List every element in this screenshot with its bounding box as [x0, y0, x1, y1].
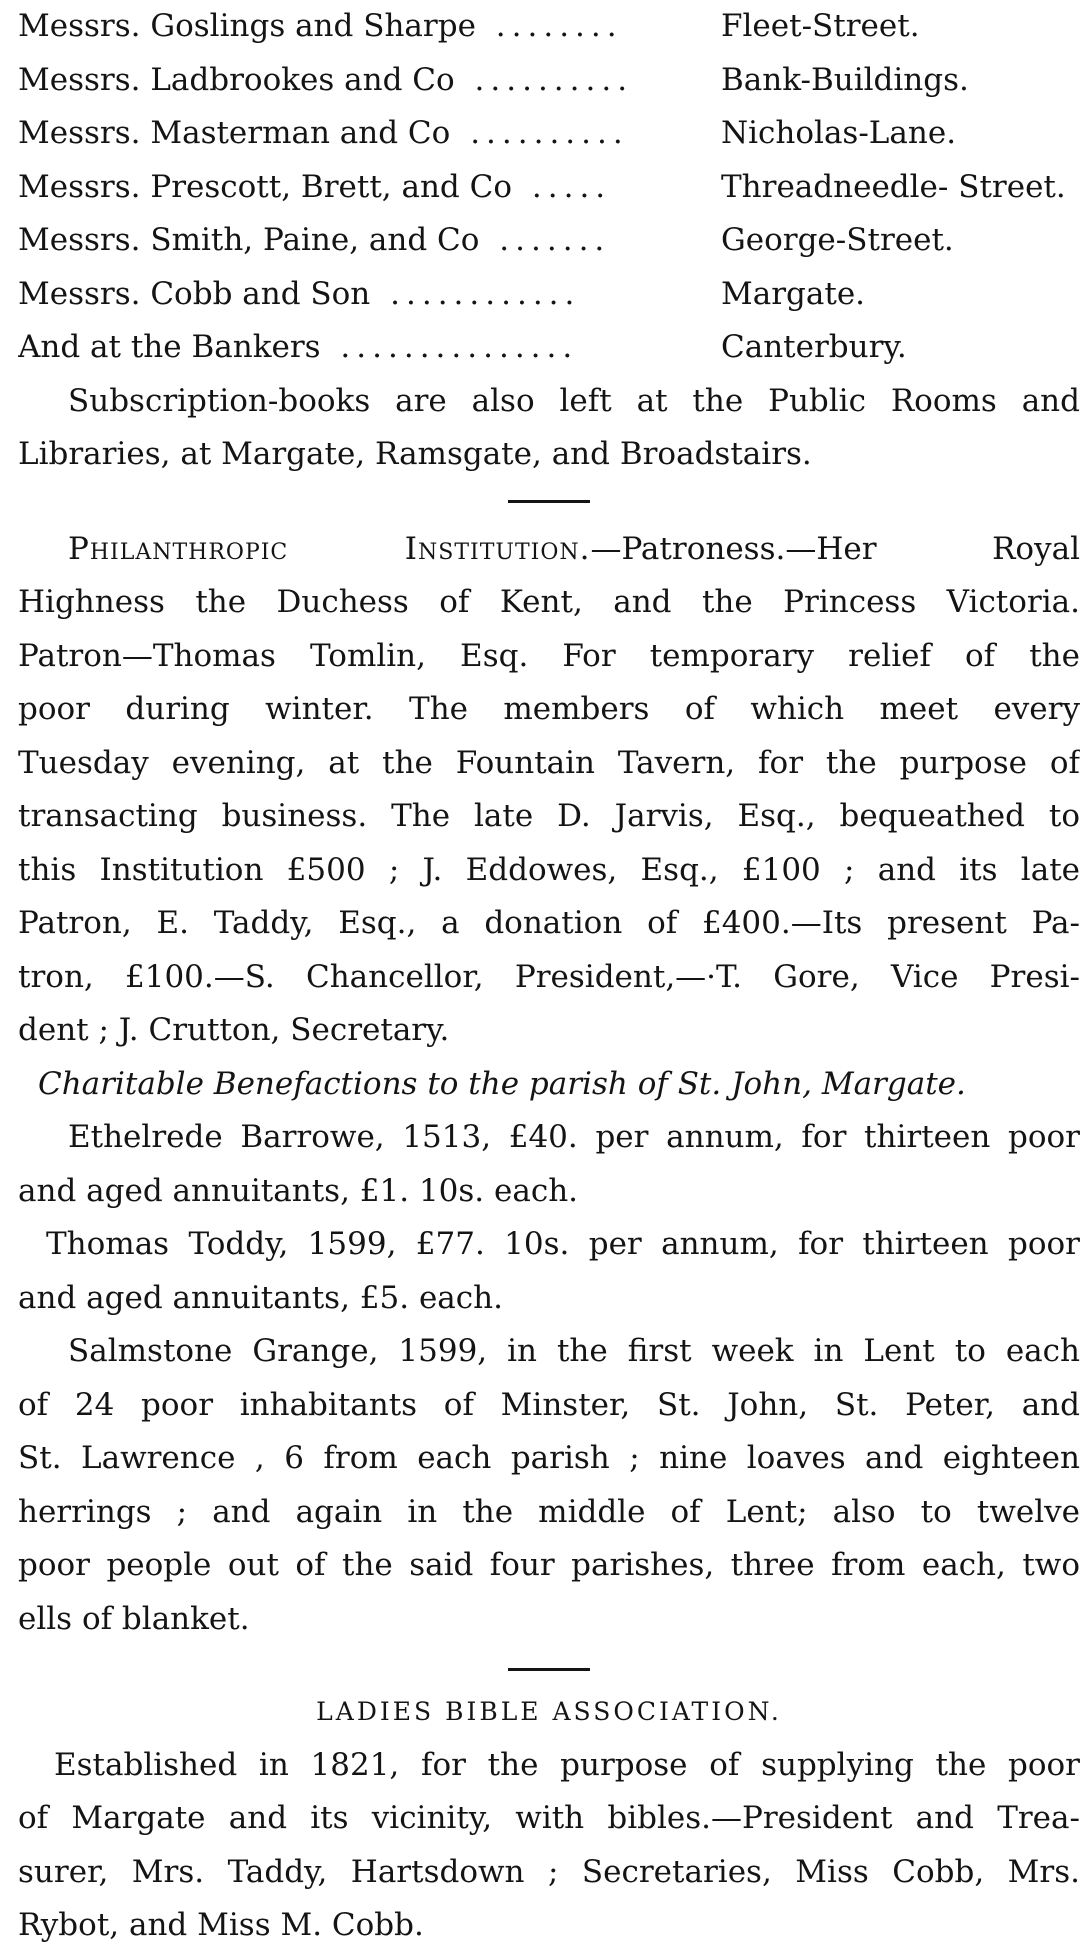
paragraph-line: and aged annuitants, £5. each. — [18, 1279, 503, 1316]
document-page — [18, 0, 1080, 1953]
banker-entry — [18, 54, 1080, 108]
section-heading: Philanthropic Institution. — [68, 530, 591, 567]
paragraph-line: Ethelrede Barrowe, 1513, £40. per annum, for thirteen poor — [68, 1119, 1080, 1155]
paragraph-line: ells of blanket. — [18, 1600, 250, 1637]
banker-place: Nicholas-Lane. — [721, 115, 957, 151]
banker-entry — [18, 107, 1080, 161]
leader-dots: ............ — [390, 275, 581, 312]
banker-place: Canterbury. — [721, 329, 907, 365]
paragraph-line: Tuesday evening, at the Fountain Tavern, for the purpose of — [18, 744, 1080, 781]
paragraph-line: Rybot, and Miss M. Cobb. — [18, 1907, 424, 1943]
banker-place: Threadneedle- Street. — [721, 168, 1066, 205]
bankers-list — [18, 0, 1080, 375]
banker-place: Bank-Buildings. — [721, 61, 969, 98]
paragraph-line: and aged annuitants, £1. 10s. each. — [18, 1172, 579, 1209]
charitable-section — [18, 1058, 1080, 1647]
subscription-paragraph — [18, 375, 1080, 482]
paragraph-line: of 24 poor inhabitants of Minster, St. John, St. Peter, and — [18, 1386, 1080, 1423]
leader-dots: .......... — [470, 115, 629, 151]
banker-place: Fleet-Street. — [721, 8, 920, 44]
paragraph-line: of Margate and its vicinity, with bibles.—President and Trea- — [18, 1800, 1080, 1836]
banker-entry — [18, 0, 1080, 54]
paragraph-line: Established in 1821, for the purpose of supplying the poor — [54, 1746, 1080, 1783]
leader-dots: ..... — [531, 168, 612, 205]
banker-name: Messrs. Prescott, Brett, and Co — [18, 168, 513, 205]
paragraph-line: Salmstone Grange, 1599, in the first week in Lent to each — [68, 1333, 1080, 1369]
leader-dots: ....... — [499, 222, 611, 258]
ladies-section — [18, 1685, 1080, 1953]
banker-entry — [18, 214, 1080, 268]
section-heading: LADIES BIBLE ASSOCIATION. — [316, 1697, 782, 1726]
paragraph-line: surer, Mrs. Taddy, Hartsdown ; Secretaries, Miss Cobb, Mrs. — [18, 1853, 1080, 1890]
paragraph-line: Thomas Toddy, 1599, £77. 10s. per annum, for thirteen poor — [46, 1226, 1080, 1262]
paragraph-line: tron, £100.—S. Chancellor, President,—·T. Gore, Vice Presi- — [18, 958, 1080, 995]
heading-continuation: —Patroness.—Her Royal — [590, 530, 1080, 567]
leader-dots: .......... — [474, 61, 634, 98]
banker-name: And at the Bankers — [18, 329, 321, 365]
paragraph-line: this Institution £500 ; J. Eddowes, Esq., £100 ; and its late — [18, 851, 1080, 888]
banker-name: Messrs. Goslings and Sharpe — [18, 8, 476, 44]
section-divider — [508, 500, 590, 503]
banker-entry — [18, 321, 1080, 375]
philanthropic-paragraph — [18, 523, 1080, 1058]
paragraph-line: dent ; J. Crutton, Secretary. — [18, 1012, 450, 1048]
paragraph-line: poor people out of the said four parishes, three from each, two — [18, 1547, 1080, 1583]
paragraph-line: Patron, E. Taddy, Esq., a donation of £400.—Its present Pa- — [18, 905, 1080, 941]
paragraph-line: poor during winter. The members of which meet every — [18, 691, 1080, 727]
banker-place: George-Street. — [721, 222, 954, 258]
banker-entry — [18, 268, 1080, 322]
paragraph-line: Subscription-books are also left at the Public Rooms and — [68, 382, 1080, 419]
banker-name: Messrs. Ladbrookes and Co — [18, 61, 455, 98]
banker-name: Messrs. Masterman and Co — [18, 115, 451, 151]
paragraph-line: Patron—Thomas Tomlin, Esq. For temporary relief of the — [18, 637, 1080, 674]
banker-place: Margate. — [721, 275, 866, 312]
banker-name: Messrs. Cobb and Son — [18, 275, 371, 312]
paragraph-line: herrings ; and again in the middle of Lent; also to twelve — [18, 1493, 1080, 1530]
section-heading: Charitable Benefactions to the parish of St. John, Margate. — [38, 1065, 966, 1102]
paragraph-line: Highness the Duchess of Kent, and the Princess Victoria. — [18, 584, 1080, 620]
paragraph-line — [18, 523, 1080, 577]
leader-dots: ........ — [495, 8, 623, 44]
section-divider — [508, 1668, 590, 1671]
paragraph-line: Libraries, at Margate, Ramsgate, and Broadstairs. — [18, 436, 812, 472]
banker-name: Messrs. Smith, Paine, and Co — [18, 222, 480, 258]
paragraph-line: transacting business. The late D. Jarvis, Esq., bequeathed to — [18, 798, 1080, 834]
paragraph-line: St. Lawrence , 6 from each parish ; nine loaves and eighteen — [18, 1440, 1080, 1476]
leader-dots: ............... — [340, 329, 579, 365]
banker-entry — [18, 161, 1080, 215]
